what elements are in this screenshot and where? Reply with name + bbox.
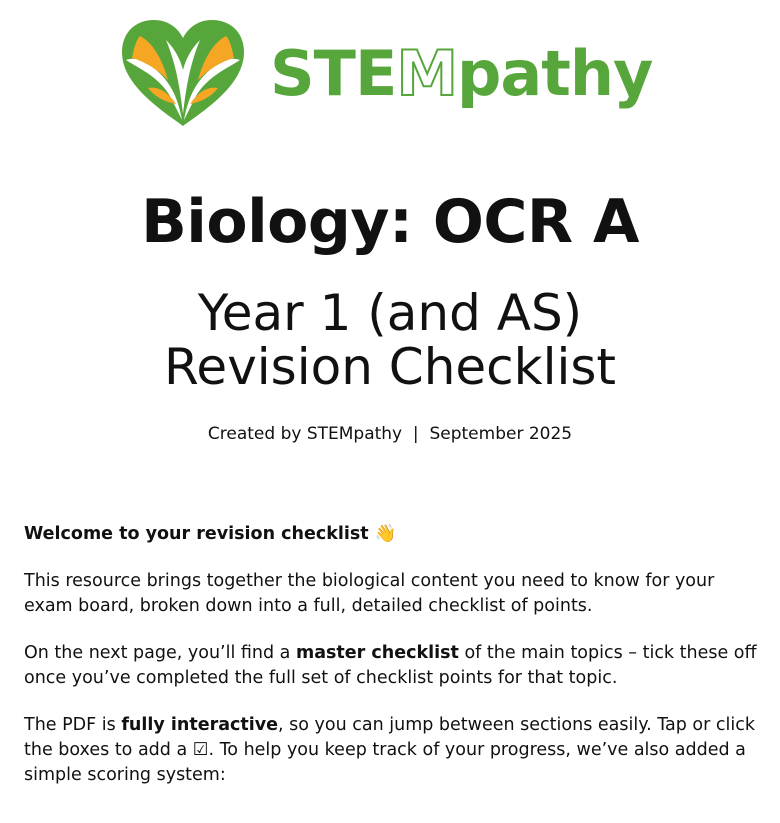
checkbox-tick-icon: ☑	[192, 740, 209, 760]
subtitle-line1: Year 1 (and AS)	[197, 284, 583, 342]
waving-hand-icon: 👋	[374, 524, 397, 544]
heart-leaves-icon	[118, 18, 248, 130]
brand-wordmark	[270, 37, 653, 110]
byline	[0, 424, 780, 444]
brand-name-part1: STE	[270, 37, 397, 110]
paragraph-2-before: On the next page, you’ll find a	[24, 643, 296, 663]
brand-name-part2: M	[396, 37, 458, 110]
intro-paragraph-2	[24, 641, 760, 691]
page-title: Biology: OCR A	[141, 187, 639, 257]
master-checklist-emphasis: master checklist	[295, 643, 459, 663]
intro-paragraph-1: This resource brings together the biological content you need to know for your exam board, broken down into a full, detailed checklist of points.	[24, 571, 715, 616]
stempathy-logo	[118, 14, 678, 134]
welcome-heading-text: Welcome to your revision checklist	[24, 524, 369, 544]
welcome-heading	[24, 522, 760, 547]
paragraph-3-after: . To help you keep track of your progress, we’ve also added a simple scoring system:	[24, 740, 746, 785]
intro-paragraph-3	[24, 713, 760, 788]
fully-interactive-emphasis: fully interactive	[121, 715, 279, 735]
byline-text: Created by STEMpathy | September 2025	[207, 424, 573, 444]
paragraph-3-before: The PDF is	[24, 715, 122, 735]
intro-content	[24, 522, 760, 810]
subtitle-line2: Revision Checklist	[163, 338, 617, 396]
paragraph-3-middle: , so you can jump between sections easily. Tap or click the boxes to add a	[24, 715, 755, 760]
brand-name-part3: pathy	[457, 37, 653, 110]
paragraph-2-after: of the main topics – tick these off once you’ve completed the full set of checklist points for that topic.	[24, 643, 757, 688]
